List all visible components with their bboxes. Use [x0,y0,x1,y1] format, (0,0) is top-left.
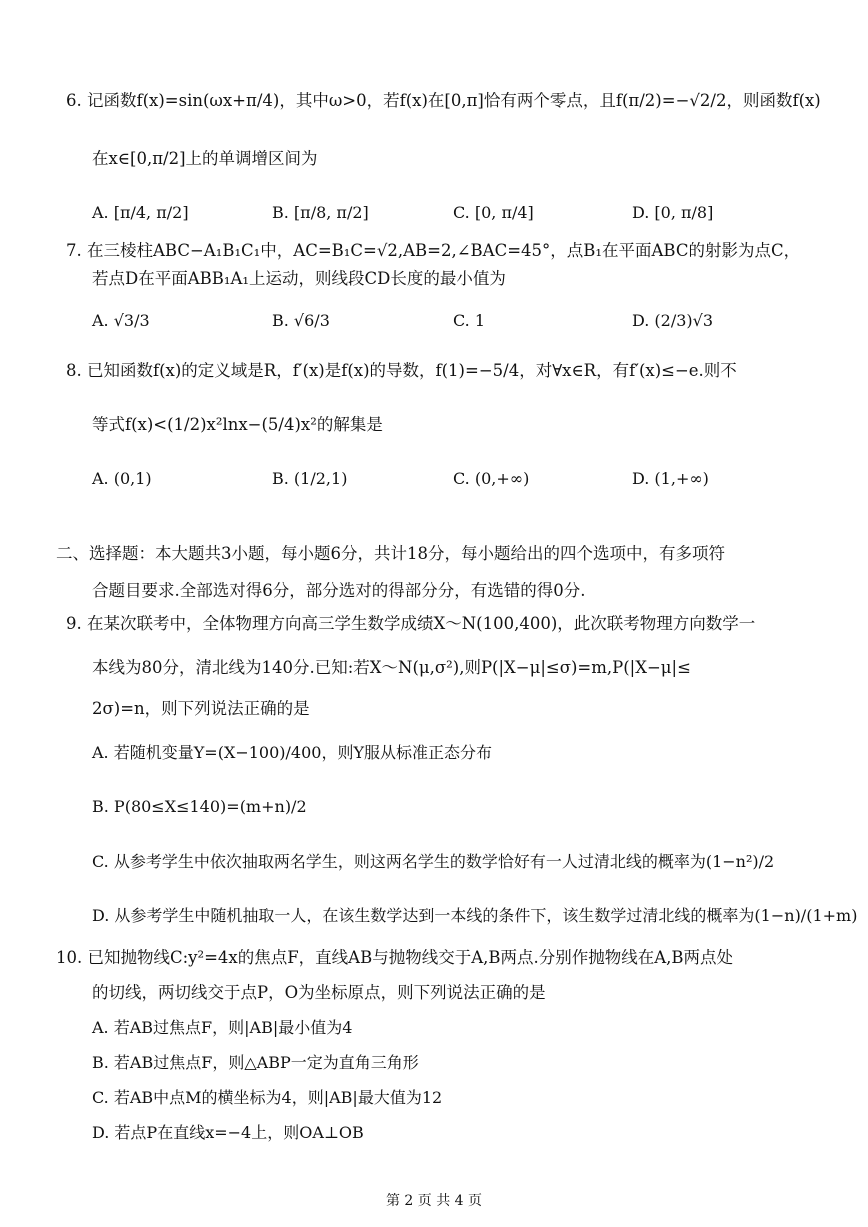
q7-stem-line1: 7. 在三棱柱ABC−A₁B₁C₁中，AC=B₁C=√2,AB=2,∠BAC=45°，点B₁在平面ABC的射影为点C， [66,241,801,260]
q10-stem-line2: 的切线，两切线交于点P，O为坐标原点，则下列说法正确的是 [92,983,546,1002]
q10-option-a: A. 若AB过焦点F，则|AB|最小值为4 [92,1018,353,1037]
q9-option-d: D. 从参考学生中随机抽取一人，在该生数学达到一本线的条件下，该生数学过清北线的概率为(1−n)/(1+m) [92,906,858,925]
q6-stem-line2: 在x∈[0,π/2]上的单调增区间为 [92,149,318,168]
q6-option-b: B. [π/8, π/2] [272,203,369,222]
q9-stem-line3: 2σ)=n，则下列说法正确的是 [92,699,310,718]
page-footer: 第 2 页 共 4 页 [385,1193,483,1209]
q10-option-c: C. 若AB中点M的横坐标为4，则|AB|最大值为12 [92,1088,443,1107]
q7-option-d: D. (2/3)√3 [632,311,714,330]
q9-stem-line2: 本线为80分，清北线为140分.已知:若X～N(μ,σ²),则P(|X−μ|≤σ)=m,P(|X−μ|≤ [92,658,691,677]
q6-stem-line1: 6. 记函数f(x)=sin(ωx+π/4)，其中ω>0，若f(x)在[0,π]恰有两个零点，且f(π/2)=−√2/2，则函数f(x) [66,91,821,110]
q10-stem-line1: 10. 已知抛物线C:y²=4x的焦点F，直线AB与抛物线交于A,B两点.分别作抛物线在A,B两点处 [56,948,734,967]
q6-option-d: D. [0, π/8] [632,203,714,222]
q8-option-c: C. (0,+∞) [453,469,530,488]
section2-heading-line2: 合题目要求.全部选对得6分，部分选对的得部分分，有选错的得0分. [92,581,586,600]
q6-option-c: C. [0, π/4] [453,203,534,222]
q9-stem-line1: 9. 在某次联考中，全体物理方向高三学生数学成绩X～N(100,400)，此次联考物理方向数学一 [66,614,756,633]
q10-option-d: D. 若点P在直线x=−4上，则OA⊥OB [92,1123,364,1142]
q8-stem-line1: 8. 已知函数f(x)的定义域是R，f′(x)是f(x)的导数，f(1)=−5/4，对∀x∈R，有f′(x)≤−e.则不 [66,361,737,380]
q6-option-a: A. [π/4, π/2] [92,203,189,222]
q8-option-a: A. (0,1) [92,469,152,488]
q9-option-a: A. 若随机变量Y=(X−100)/400，则Y服从标准正态分布 [92,743,493,762]
q9-option-b: B. P(80≤X≤140)=(m+n)/2 [92,797,307,816]
section2-heading-line1: 二、选择题：本大题共3小题，每小题6分，共计18分，每小题给出的四个选项中，有多项符 [56,544,725,563]
q8-stem-line2: 等式f(x)<(1/2)x²lnx−(5/4)x²的解集是 [92,415,383,434]
q7-option-c: C. 1 [453,311,486,330]
q8-option-b: B. (1/2,1) [272,469,348,488]
q7-option-b: B. √6/3 [272,311,330,330]
q9-option-c: C. 从参考学生中依次抽取两名学生，则这两名学生的数学恰好有一人过清北线的概率为(1−n²)/2 [92,852,775,871]
q7-option-a: A. √3/3 [92,311,150,330]
q8-option-d: D. (1,+∞) [632,469,709,488]
q7-stem-line2: 若点D在平面ABB₁A₁上运动，则线段CD长度的最小值为 [92,269,506,288]
q10-option-b: B. 若AB过焦点F，则△ABP一定为直角三角形 [92,1053,419,1072]
